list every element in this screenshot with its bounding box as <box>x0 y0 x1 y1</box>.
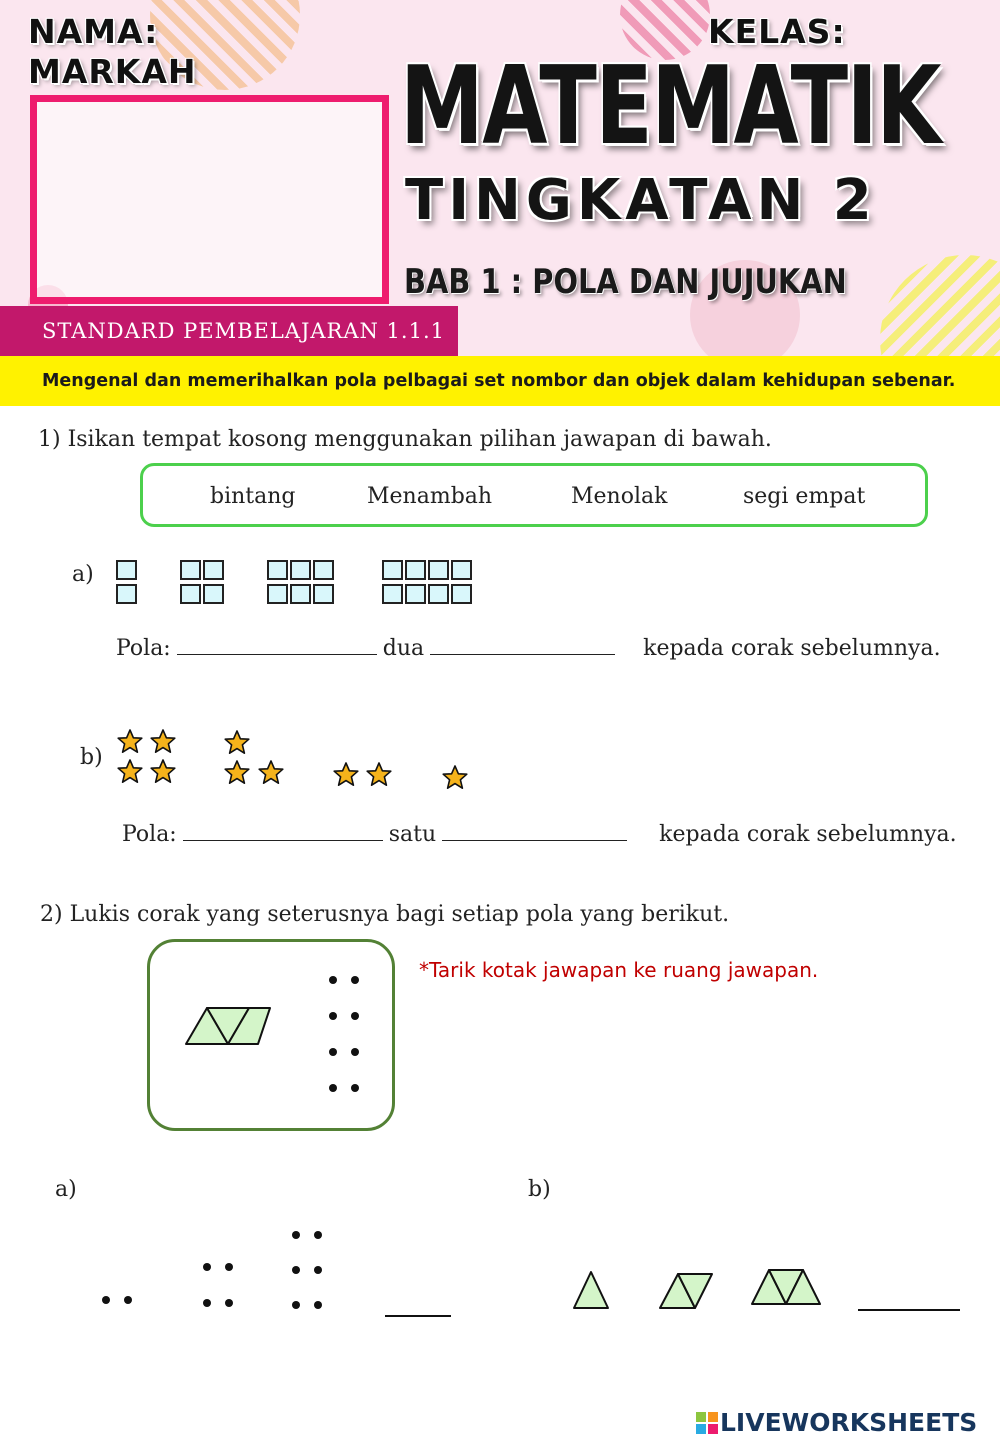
answer-blank-1b-second[interactable] <box>442 839 627 841</box>
star-icon <box>151 760 175 782</box>
dot-mark <box>351 976 359 984</box>
word-option-bintang[interactable]: bintang <box>210 484 296 509</box>
objective-banner: Mengenal dan memerihalkan pola pelbagai set nombor dan objek dalam kehidupan sebenar. <box>0 356 1000 406</box>
question-1b-label: b) <box>80 745 103 770</box>
chapter-title: BAB 1 : POLA DAN JUJUKAN <box>404 262 847 302</box>
draggable-triangle-answer[interactable] <box>180 1000 280 1050</box>
pola-ending: kepada corak sebelumnya. <box>659 822 957 847</box>
star-icon <box>151 730 175 752</box>
word-option-menolak[interactable]: Menolak <box>571 484 668 509</box>
square-shape <box>267 584 288 604</box>
dot-mark <box>329 976 337 984</box>
dot-mark <box>329 1012 337 1020</box>
square-shape <box>428 560 449 580</box>
square-shape <box>290 584 311 604</box>
square-shape <box>382 560 403 580</box>
star-pattern <box>110 725 490 800</box>
markah-label: MARKAH <box>28 52 197 91</box>
dot-mark <box>314 1231 322 1239</box>
dot-mark <box>351 1048 359 1056</box>
answer-space-2b[interactable] <box>858 1309 960 1311</box>
dot-mark <box>314 1301 322 1309</box>
triangle-shape <box>574 1272 608 1308</box>
brand-name: LIVEWORKSHEETS <box>720 1408 978 1437</box>
square-shape <box>180 584 201 604</box>
drag-instruction-note: *Tarik kotak jawapan ke ruang jawapan. <box>419 958 819 982</box>
dot-mark <box>124 1296 132 1304</box>
star-icon <box>259 761 283 783</box>
star-icon <box>118 760 142 782</box>
pola-label: Pola: <box>116 636 171 661</box>
decor-circle-yellow <box>880 255 1000 360</box>
answer-blank-1b-first[interactable] <box>183 839 383 841</box>
dot-mark <box>225 1299 233 1307</box>
question-1a-sentence <box>116 636 941 661</box>
standard-banner: STANDARD PEMBELAJARAN 1.1.1 <box>0 306 458 356</box>
question-1b-sentence <box>122 822 957 847</box>
dot-mark <box>225 1263 233 1271</box>
star-icon <box>225 731 249 753</box>
answer-blank-1a-second[interactable] <box>430 653 615 655</box>
page-subtitle: TINGKATAN 2 <box>405 168 877 233</box>
dot-mark <box>203 1263 211 1271</box>
square-shape <box>405 560 426 580</box>
answer-blank-1a-first[interactable] <box>177 653 377 655</box>
square-shape <box>203 560 224 580</box>
star-icon <box>225 761 249 783</box>
square-shape <box>203 584 224 604</box>
square-shape <box>313 560 334 580</box>
star-icon <box>334 763 358 785</box>
draggable-dot-answer[interactable] <box>320 970 370 1100</box>
star-icon <box>443 766 467 788</box>
liveworksheets-logo-icon <box>696 1412 718 1434</box>
square-shape <box>290 560 311 580</box>
dot-mark <box>292 1266 300 1274</box>
dot-mark <box>329 1048 337 1056</box>
square-shape <box>405 584 426 604</box>
markah-score-box[interactable] <box>30 95 389 304</box>
kelas-label: KELAS: <box>708 12 846 51</box>
square-shape <box>451 584 472 604</box>
question-2b-label: b) <box>528 1177 551 1202</box>
question-2a-label: a) <box>55 1177 77 1202</box>
liveworksheets-brand <box>696 1408 977 1437</box>
square-shape <box>180 560 201 580</box>
square-shape <box>451 560 472 580</box>
dot-mark <box>314 1266 322 1274</box>
word-option-segi-empat[interactable]: segi empat <box>743 484 866 509</box>
word-option-menambah[interactable]: Menambah <box>367 484 493 509</box>
square-shape <box>382 584 403 604</box>
pola-label: Pola: <box>122 822 177 847</box>
dot-mark <box>351 1012 359 1020</box>
dot-mark <box>292 1231 300 1239</box>
star-icon <box>118 730 142 752</box>
square-shape <box>428 584 449 604</box>
dot-mark <box>292 1301 300 1309</box>
question-2-instruction: 2) Lukis corak yang seterusnya bagi setiap pola yang berikut. <box>40 902 730 927</box>
square-shape <box>116 584 137 604</box>
pola-middle-word: dua <box>382 636 425 661</box>
star-icon <box>367 763 391 785</box>
dot-mark <box>351 1084 359 1092</box>
square-shape <box>267 560 288 580</box>
square-shape <box>116 560 137 580</box>
nama-label: NAMA: <box>28 12 159 51</box>
page-title: MATEMATIK <box>400 44 941 169</box>
dot-mark <box>102 1296 110 1304</box>
dot-mark <box>329 1084 337 1092</box>
answer-space-2a[interactable] <box>385 1315 451 1317</box>
pola-middle-word: satu <box>388 822 437 847</box>
word-bank <box>140 463 928 527</box>
square-shape <box>313 584 334 604</box>
question-1-instruction: 1) Isikan tempat kosong menggunakan pilihan jawapan di bawah. <box>38 427 772 452</box>
dot-mark <box>203 1299 211 1307</box>
triangle-pattern <box>565 1262 835 1314</box>
question-1a-label: a) <box>72 562 94 587</box>
pola-ending: kepada corak sebelumnya. <box>643 636 941 661</box>
